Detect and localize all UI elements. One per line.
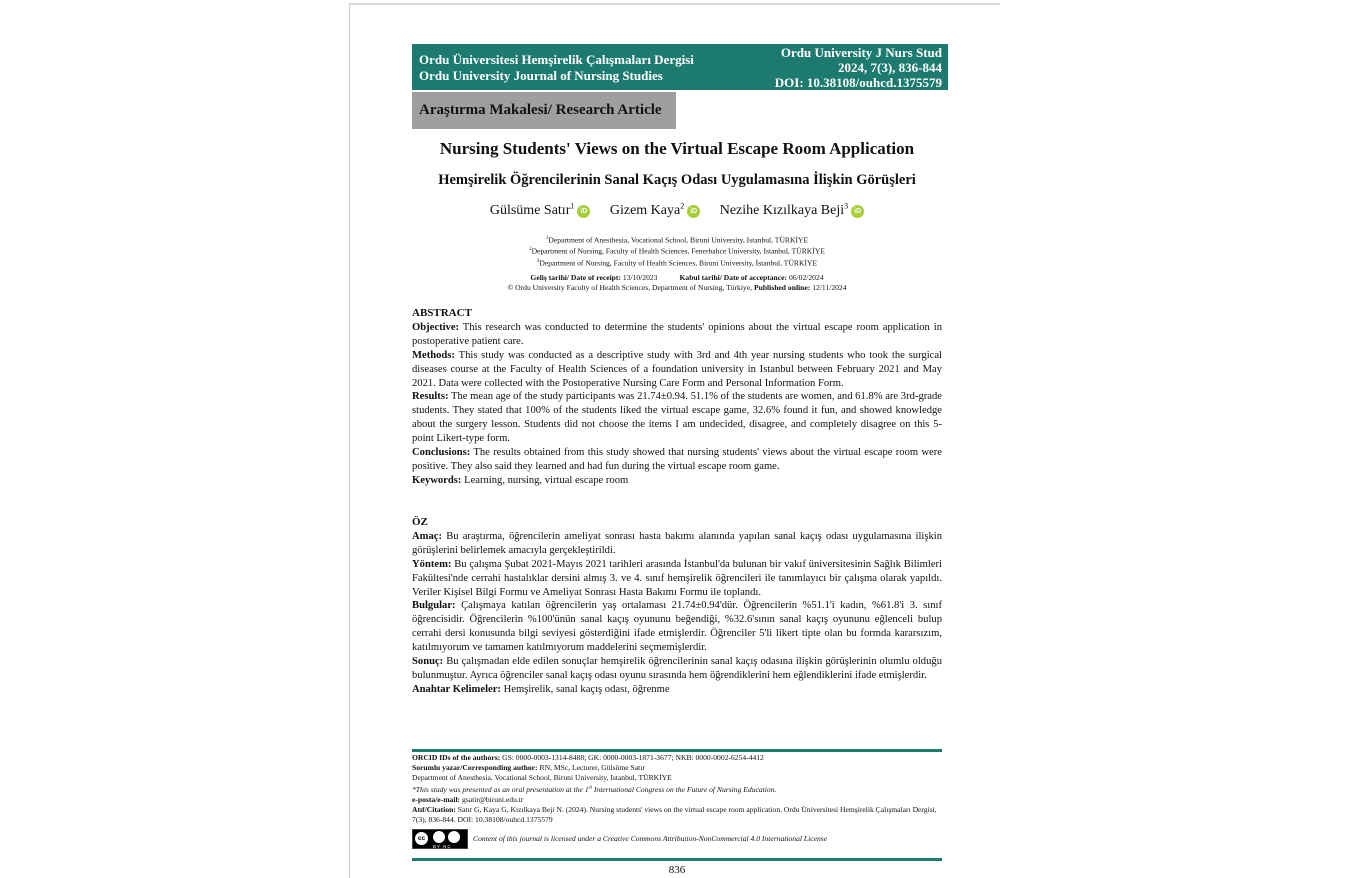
license-line xyxy=(412,829,942,849)
footer-divider-top xyxy=(412,749,942,752)
presentation-note: *This study was presented as an oral presentation at the 1st International Congress on the Future of Nursing Education. xyxy=(412,784,777,794)
journal-title-en: Ordu University Journal of Nursing Studies xyxy=(419,68,663,83)
oz-amac: Amaç: Bu araştırma, öğrencilerin ameliyat sonrası hasta bakımı alanında yapılan sanal kaçış odası uygulamasına ilişkin görüşlerini belirlemek amacıyla gerçekleştirildi. xyxy=(412,530,942,556)
article-dates xyxy=(412,273,942,293)
page-number: 836 xyxy=(668,864,686,876)
abstract-results: Results: The mean age of the study participants was 21.74±0.94. 51.1% of the students are women, and 61.8% are 3rd-grade students. They stated that 100% of the students liked the virtual escape game, 32.6% found it fun, and showed knowledge about the surgery lesson. Students did not choose the items I am undecided, disagree, and completely disagree on this 5-point Likert-type form. xyxy=(412,391,942,445)
affiliation-1: $^1$Department of Anesthesia, Vocational School, Biruni University, Istanbul, TÜRKİYE xyxy=(545,235,809,245)
author-1: Gülsüme Satır$^1$iD xyxy=(490,203,591,218)
oz-section xyxy=(412,516,942,697)
journal-abbreviation: Ordu University J Nurs Stud xyxy=(780,45,942,60)
citation: Atıf/Citation: Satır G, Kaya G, Kızılkaya Beji N. (2024). Nursing students' views on the virtual escape room application. Ordu Üniversitesi Hemşirelik Çalışmaları Dergisi, 7(3), 836-844. DOI: 10.38108/ouhcd.1375579 xyxy=(412,804,937,824)
orcid-ids: ORCID IDs of the authors: GS: 0000-0003-1314-8488; GK: 0000-0003-1871-3677; NKB: 0000-0002-6254-4412 xyxy=(412,753,764,762)
copyright-line: © Ordu University Faculty of Health Sciences, Department of Nursing, Türkiye, Published online: 12/11/2024 xyxy=(507,283,847,292)
author-3: Nezihe Kızılkaya Beji$^3$iD xyxy=(720,203,864,218)
cc-by-nc-icon[interactable]: cc BY NC xyxy=(412,829,468,849)
license-text: Content of this journal is licensed under a Creative Commons Attribution-NonCommercial 4.0 International License xyxy=(473,833,828,843)
orcid-icon[interactable]: iD xyxy=(687,205,700,218)
oz-heading: ÖZ xyxy=(412,516,428,528)
journal-volume: 2024, 7(3), 836-844 xyxy=(838,60,942,75)
oz-keywords: Anahtar Kelimeler: Hemşirelik, sanal kaçış odası, öğrenme xyxy=(412,683,670,695)
receipt-acceptance-line: Geliş tarihi/ Date of receipt: 13/10/2023 Kabul tarihi/ Date of acceptance: 06/02/2024 xyxy=(530,273,824,282)
journal-doi: DOI: 10.38108/ouhcd.1375579 xyxy=(774,75,942,90)
abstract-heading: ABSTRACT xyxy=(412,307,472,319)
orcid-icon[interactable]: iD xyxy=(851,205,864,218)
footer-divider-bottom xyxy=(412,858,942,861)
journal-meta xyxy=(775,45,942,90)
abstract-conclusions: Conclusions: The results obtained from this study showed that nursing students' views about the virtual escape room were positive. They also said they learned and had fun during the virtual escape room game. xyxy=(412,447,942,472)
corresponding-address: Department of Anesthesia, Vocational School, Biruni University, Istanbul, TÜRKİYE xyxy=(412,773,672,782)
corresponding-author: Sorumlu yazar/Corresponding author: RN, MSc, Lecturer, Gülsüme Satır xyxy=(412,763,645,772)
author-2: Gizem Kaya$^2$iD xyxy=(610,203,700,218)
journal-names xyxy=(419,52,694,84)
oz-bulgular: Bulgular: Çalışmaya katılan öğrencilerin yaş ortalaması 21.74±0.94'dür. Öğrencilerin %51.1'i kadın, %61.8'i 3. sınıf öğrencisidir. Öğrencilerin %100'ünün sanal kaçış oyununu beğendiği, %32.6'sının sanal kaçış oyununu eğlenceli bulup cerrahi dersi konusunda bilgi seviyesi gösterdiğini ifade etmişlerdir. Öğrenciler 5'li likert tipte olan bu formda kararsızım, katılmıyorum ve tamamen katılmıyorum maddelerini seçmemişlerdir. xyxy=(412,600,942,654)
oz-yontem: Yöntem: Bu çalışma Şubat 2021-Mayıs 2021 tarihleri arasında İstanbul'da bulunan bir vakıf üniversitesinin Sağlık Bilimleri Fakültesi'nde cerrahi hastalıklar dersini almış 3. ve 4. sınıf hemşirelik öğrencileri ile tanımlayıcı bir çalışma olarak yapıldı. Veriler Kişisel Bilgi Formu ve Ameliyat Sonrası Hasta Bakımı Formu ile toplandı. xyxy=(412,558,942,598)
affiliation-3: $^3$Department of Nursing, Faculty of Health Sciences, Biruni University, İstanbul, TÜRKİYE xyxy=(536,258,818,268)
affiliations xyxy=(412,234,942,268)
article-title-tr: Hemşirelik Öğrencilerinin Sanal Kaçış Odası Uygulamasına İlişkin Görüşleri xyxy=(438,172,916,188)
abstract-objective: Objective: This research was conducted to determine the students' opinions about the virtual escape room application in postoperative patient care. xyxy=(412,321,942,347)
journal-title-tr: Ordu Üniversitesi Hemşirelik Çalışmaları Dergisi xyxy=(419,52,694,67)
affiliation-2: $^2$Department of Nursing, Faculty of Health Sciences, Fenerbahce University, Istanbul, TÜRKİYE xyxy=(529,246,825,256)
orcid-icon[interactable]: iD xyxy=(577,205,590,218)
abstract-keywords: Keywords: Learning, nursing, virtual escape room xyxy=(412,474,629,486)
author-list xyxy=(412,201,942,219)
email-link[interactable]: gsatir@biruni.edu.tr xyxy=(462,794,524,804)
footer-notes xyxy=(412,753,942,849)
article-title-en: Nursing Students' Views on the Virtual Escape Room Application xyxy=(439,139,915,158)
article-type: Araştırma Makalesi/ Research Article xyxy=(419,102,662,118)
journal-banner xyxy=(412,44,948,90)
article-type-box xyxy=(412,92,676,129)
oz-sonuc: Sonuç: Bu çalışmadan elde edilen sonuçlar hemşirelik öğrencilerinin sanal kaçış odasına ilişkin görüşlerinin olumlu olduğu bulunmuştur. Ayrıca öğrenciler sanal kaçış odası oyunu sırasında hem öğrendiklerini hem eğlendiklerini ifade etmişlerdir. xyxy=(412,656,942,681)
email-line: e-posta/e-mail: gsatir@biruni.edu.tr xyxy=(412,794,524,804)
abstract-section xyxy=(412,307,942,488)
abstract-methods: Methods: This study was conducted as a descriptive study with 3rd and 4th year nursing students who took the surgical diseases course at the Faculty of Health Sciences of a foundation university in Istanbul between February 2021 and May 2021. Data were collected with the Postoperative Nursing Care Form and Personal Information Form. xyxy=(412,349,942,389)
